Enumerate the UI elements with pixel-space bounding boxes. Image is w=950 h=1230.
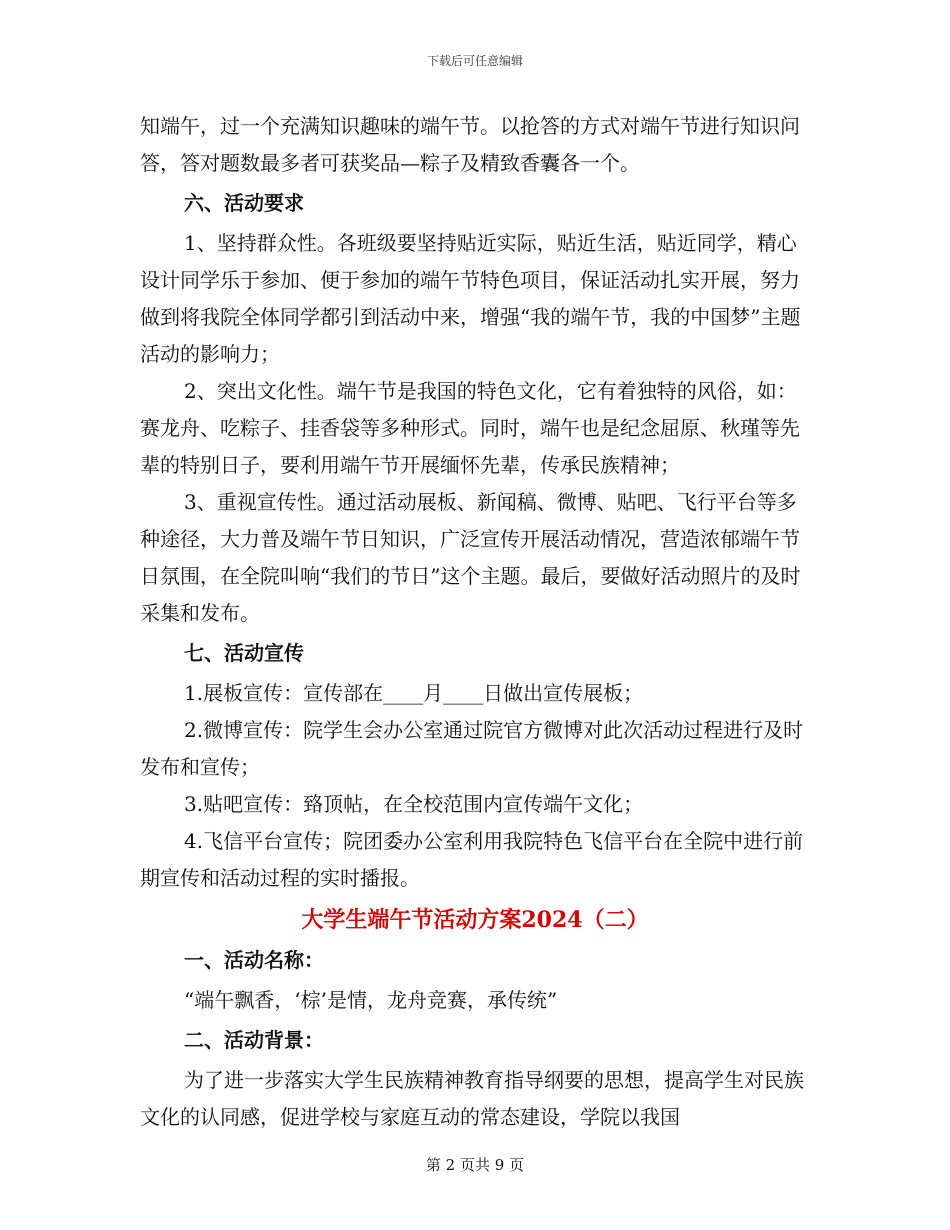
requirement-2: 2、突出文化性。端午节是我国的特色文化，它有着独特的风俗，如：赛龙舟、吃粽子、挂香袋等多种形式。同时，端午也是纪念屈原、秋瑾等先辈的特别日子，要利用端午节开展缅怀先辈，传承民族精神；: [140, 379, 800, 477]
intro-paragraph: 知端午，过一个充满知识趣味的端午节。以抢答的方式对端午节进行知识问答，答对题数最多者可获奖品—粽子及精致香囊各一个。: [140, 114, 800, 175]
document-body: [140, 108, 810, 1136]
requirement-3: 3、重视宣传性。通过活动展板、新闻稿、微博、贴吧、飞行平台等多种途径，大力普及端午节日知识，广泛宣传开展活动情况，营造浓郁端午节日氛围，在全院叫响“我们的节日”这个主题。最后，要做好活动照片的及时采集和发布。: [140, 490, 801, 625]
page-header: 下载后可任意编辑: [426, 54, 523, 68]
section-heading-activity-name: 一、活动名称：: [184, 948, 324, 972]
section-heading-publicity: 七、活动宣传: [184, 641, 304, 665]
page-footer: 第 2 页共 9 页: [425, 1156, 525, 1174]
publicity-3: 3.贴吧宣传：臵顶帖，在全校范围内宣传端午文化；: [184, 792, 644, 816]
background-text: 为了进一步落实大学生民族精神教育指导纲要的思想，提高学生对民族文化的认同感，促进学校与家庭互动的常态建设，学院以我国: [140, 1068, 804, 1129]
section-heading-background: 二、活动背景：: [184, 1028, 324, 1052]
activity-name-text: “端午飘香，‘棕’是情，龙舟竞赛，承传统”: [184, 988, 558, 1012]
publicity-4: 4.飞信平台宣传；院团委办公室利用我院特色飞信平台在全院中进行前期宣传和活动过程的实时播报。: [140, 829, 804, 890]
requirement-1: 1、坚持群众性。各班级要坚持贴近实际，贴近生活，贴近同学，精心设计同学乐于参加、便于参加的端午节特色项目，保证活动扎实开展，努力做到将我院全体同学都引到活动中来，增强“我的端午节，我的中国梦”主题活动的影响力；: [140, 231, 801, 366]
publicity-1: 1.展板宣传：宣传部在____月____日做出宣传展板；: [184, 681, 644, 705]
publicity-2: 2.微博宣传：院学生会办公室通过院官方微博对此次活动过程进行及时发布和宣传；: [140, 718, 804, 779]
document-title-part-2: 大学生端午节活动方案2024（二）: [301, 907, 649, 933]
section-heading-requirements: 六、活动要求: [184, 191, 304, 215]
